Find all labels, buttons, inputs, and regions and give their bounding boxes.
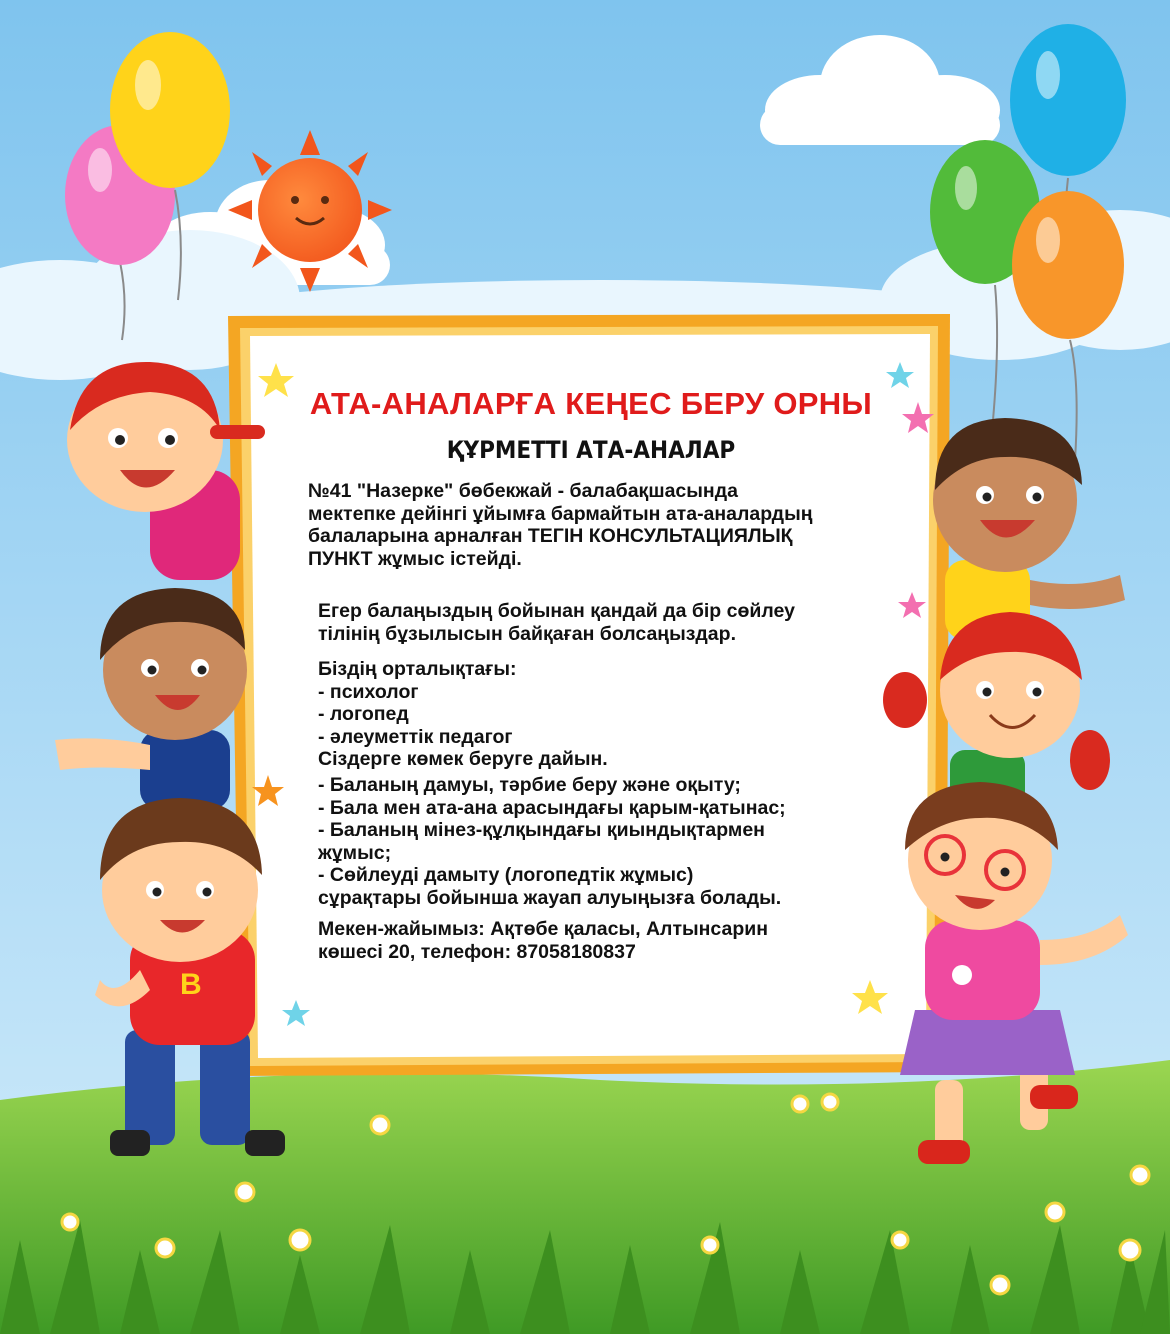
staff-line: - психолог — [318, 680, 419, 703]
address-line: Мекен-жайымыз: Ақтөбе қаласы, Алтынсарин — [318, 918, 769, 940]
staff-line: Сіздерге көмек беруге дайын. — [318, 748, 608, 770]
intro-line: №41 "Назерке" бөбекжай - балабақшасында — [308, 480, 738, 502]
topic-line: - Баланың мінез-құлқындағы қиындықтармен — [318, 819, 765, 841]
notice-line: Егер балаңыздың бойынан қандай да бір сөйлеу — [318, 600, 795, 622]
notice-line: тілінің бұзылысын байқаған болсаңыздар. — [318, 622, 736, 645]
topic-line: жұмыс; — [318, 841, 392, 864]
staff-line: Біздің орталықтағы: — [318, 658, 517, 680]
poster-title: АТА-АНАЛАРҒА КЕҢЕС БЕРУ ОРНЫ — [309, 386, 873, 421]
topic-line: - Бала мен ата-ана арасындағы қарым-қатынас; — [318, 796, 786, 819]
topics-list — [318, 774, 786, 909]
intro-paragraph — [308, 480, 813, 570]
topic-line: - Баланың дамуы, тәрбие беру және оқыту; — [318, 774, 741, 796]
intro-line: ПУНКТ жұмыс істейді. — [308, 547, 522, 570]
shirt-letter: B — [180, 968, 202, 1001]
topic-line: - Сөйлеуді дамыту (логопедтік жұмыс) — [318, 864, 694, 886]
grass-field — [0, 1060, 1170, 1334]
intro-line: балаларына арналған ТЕГІН КОНСУЛЬТАЦИЯЛЫҚ — [308, 525, 793, 547]
address-line: көшесі 20, телефон: 87058180837 — [318, 940, 636, 963]
poster-sheet — [238, 318, 944, 1063]
staff-line: - әлеуметтік педагог — [318, 725, 513, 748]
intro-line: мектепке дейінгі ұйымға бармайтын ата-аналардың — [308, 502, 813, 525]
staff-list — [318, 658, 608, 771]
address-block — [318, 918, 768, 963]
poster-subtitle: ҚҰРМЕТТІ АТА-АНАЛАР — [446, 436, 736, 464]
notice-paragraph — [318, 600, 795, 645]
topic-line: сұрақтары бойынша жауап алуыңызға болады. — [318, 886, 782, 909]
staff-line: - логопед — [318, 703, 409, 725]
